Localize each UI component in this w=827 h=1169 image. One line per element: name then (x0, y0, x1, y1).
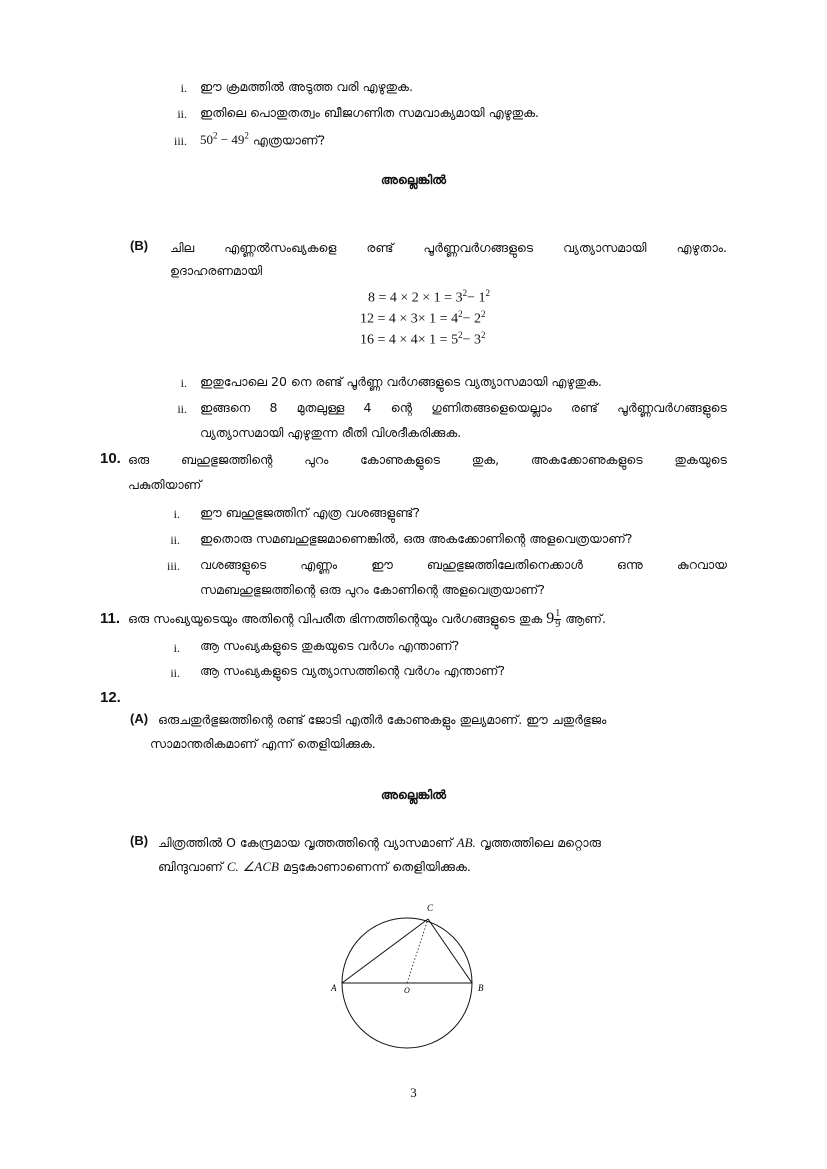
equation: $8 = 4 \times 2 \times 1 = 3^2- 1^2$ (368, 288, 490, 306)
question-text: സാമാന്തരികമാണ് എന്ന് തെളിയിക്കുക. (150, 736, 376, 751)
equation: $12 = 4 \times 3\times 1 = 4^2- 2^2$ (360, 309, 486, 327)
item-number: ii. (177, 402, 187, 416)
chord-ac (342, 919, 428, 983)
question-text: ചിത്രത്തിൽ O കേന്ദ്രമായ വൃത്തത്തിന്റെ വ്യാസമാണ് AB. വൃത്തത്തിലെ മറ്റൊരു (158, 835, 601, 850)
question-text: ഇതൊരു സമബഹുഭുജമാണെങ്കിൽ, ഒരു അകക്കോണിന്റെ അളവെത്രയാണ്? (200, 531, 633, 546)
question-text: ഇതുപോലെ 20 നെ രണ്ട് പൂർണ്ണ വർഗങ്ങളുടെ വ്യത്യാസമായി എഴുതുക. (200, 374, 602, 389)
question-text: ഒരു സംഖ്യയുടെയും അതിന്റെ വിപരീത ഭിന്നത്തിന്റെയും വർഗങ്ങളുടെ തുക 9 $\frac{1}{9}$ ആണ്. (128, 608, 606, 630)
item-number: i. (180, 376, 187, 390)
question-text: സമബഹുഭുജത്തിന്റെ ഒരു പുറം കോണിന്റെ അളവെത്രയാണ്? (200, 582, 545, 597)
point-label-c: C (427, 903, 434, 913)
item-number: ii. (177, 107, 187, 121)
item-number: iii. (166, 559, 180, 573)
part-label: (A) (130, 711, 149, 726)
question-text: വ്യത്യാസമായി എഴുതുന്ന രീതി വിശദീകരിക്കുക. (200, 425, 462, 440)
point-label-o: O (404, 986, 410, 995)
question-text: ഈ ബഹുഭുജത്തിന് എത്ര വശങ്ങളുണ്ട്? (200, 505, 420, 520)
question-text: ഉദാഹരണമായി (170, 263, 263, 278)
question-text: ആ സംഖ്യകളുടെ വ്യത്യാസത്തിന്റെ വർഗം എന്താണ്? (200, 663, 506, 678)
question-text: ബിന്ദുവാണ് C. ∠ACB മട്ടകോണാണെന്ന് തെളിയിക്കുക. (158, 859, 471, 874)
question-text: $50^2 - 49^2$ എത്രയാണ്? (200, 131, 326, 148)
equation: $16 = 4 \times 4\times 1 = 5^2- 3^2$ (360, 330, 486, 348)
item-number: i. (173, 641, 180, 655)
math-expression: $50^2 - 49^2$ (200, 131, 249, 148)
question-text: പകുതിയാണ് (128, 477, 202, 492)
question-text: ഇങ്ങനെ 8 മുതലുള്ള 4 ന്റെ ഗുണിതങ്ങളെയെല്ലാം രണ്ട് പൂർണ്ണവർഗങ്ങളുടെ (200, 400, 727, 415)
item-number: i. (173, 507, 180, 521)
item-number: ii. (170, 666, 180, 680)
question-number: 12. (100, 689, 121, 706)
point-label-a: A (331, 983, 337, 993)
question-text: ഒരുചതുർഭുജത്തിന്റെ രണ്ട് ജോടി എതിർ കോണുകളും തുല്യമാണ്. ഈ ചതുർഭുജം (158, 712, 607, 727)
point-label-b: B (478, 983, 484, 993)
question-number: 11. (100, 610, 121, 627)
item-number: ii. (170, 533, 180, 547)
or-label: അല്ലെങ്കിൽ (380, 172, 447, 187)
or-label: അല്ലെങ്കിൽ (380, 787, 447, 802)
item-number: i. (180, 81, 187, 95)
part-label: (B) (130, 238, 149, 253)
radius-oc (407, 919, 428, 983)
question-text: ഒരു ബഹുഭുജത്തിന്റെ പുറം കോണുകളുടെ തുക, അകക്കോണുകളുടെ തുകയുടെ (128, 452, 727, 467)
question-text: ഈ ക്രമത്തിൽ അടുത്ത വരി എഴുതുക. (200, 79, 413, 94)
mixed-fraction: 9 $\frac{1}{9}$ (546, 608, 561, 630)
chord-bc (428, 919, 472, 983)
page-number: 3 (410, 1085, 417, 1100)
item-number: iii. (173, 134, 187, 148)
question-text: ചില എണ്ണൽസംഖ്യകളെ രണ്ട് പൂർണ്ണവർഗങ്ങളുടെ വ്യത്യാസമായി എഴുതാം. (170, 240, 727, 255)
question-number: 10. (100, 450, 121, 467)
question-text: വശങ്ങളുടെ എണ്ണം ഈ ബഹുഭുജത്തിലേതിനെക്കാൾ ഒന്നു കുറവായ (200, 557, 727, 572)
part-label: (B) (130, 833, 149, 848)
question-text: ഇതിലെ പൊതുതത്വം ബീജഗണിത സമവാക്യമായി എഴുതുക. (200, 105, 540, 120)
question-text: ആ സംഖ്യകളുടെ തുകയുടെ വർഗം എന്താണ്? (200, 638, 460, 653)
